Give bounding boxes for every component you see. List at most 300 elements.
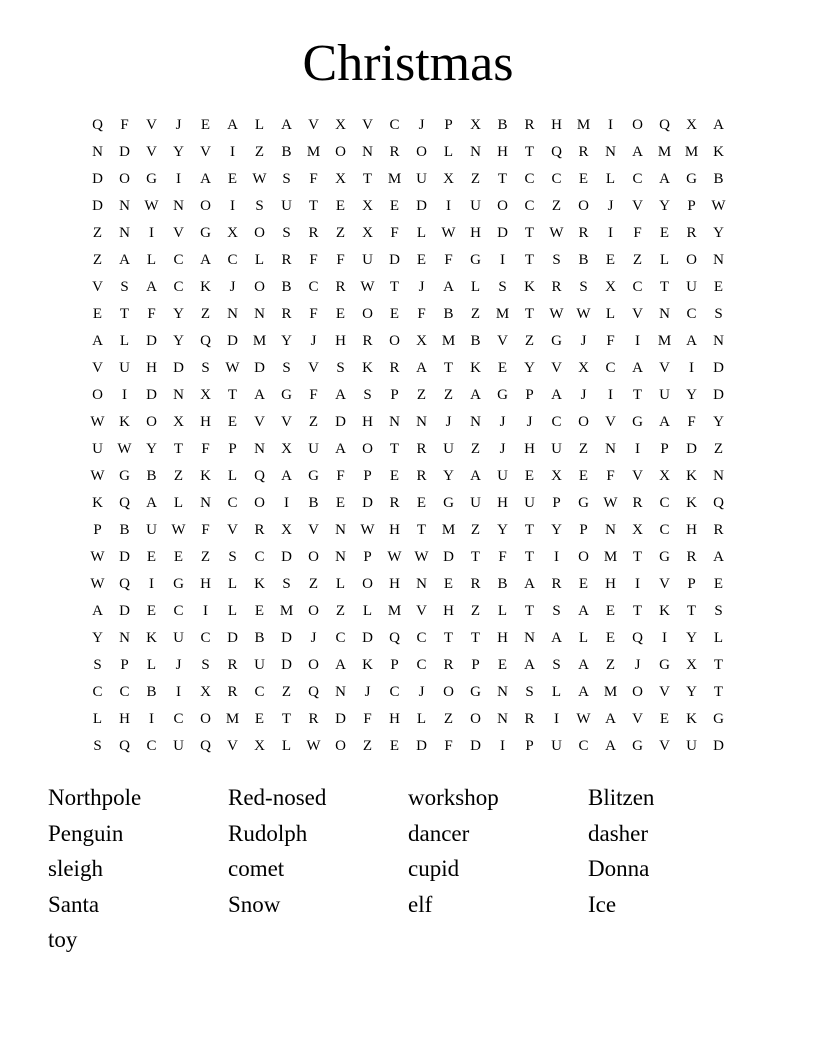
grid-letter: Q bbox=[119, 495, 130, 511]
grid-letter: Y bbox=[713, 225, 724, 241]
grid-letter: B bbox=[281, 279, 292, 295]
grid-letter: N bbox=[713, 252, 724, 268]
grid-letter: V bbox=[281, 414, 292, 430]
grid-letter: M bbox=[657, 144, 672, 160]
grid-row bbox=[84, 274, 732, 301]
grid-letter: B bbox=[713, 171, 724, 187]
grid-letter: Q bbox=[119, 576, 130, 592]
grid-letter: B bbox=[308, 495, 319, 511]
grid-row bbox=[84, 166, 732, 193]
grid-letter: N bbox=[335, 522, 346, 538]
grid-letter: I bbox=[500, 738, 505, 754]
grid-letter: I bbox=[635, 333, 640, 349]
word-list-item: workshop bbox=[408, 785, 499, 810]
grid-letter: L bbox=[119, 333, 130, 349]
grid-letter: J bbox=[418, 684, 425, 700]
grid-letter: H bbox=[497, 144, 508, 160]
grid-letter: F bbox=[363, 711, 372, 727]
grid-letter: T bbox=[524, 144, 535, 160]
grid-letter: D bbox=[146, 333, 157, 349]
grid-letter: K bbox=[524, 279, 535, 295]
grid-letter: Q bbox=[92, 117, 103, 133]
grid-letter: Q bbox=[632, 630, 643, 646]
grid-letter: H bbox=[362, 414, 373, 430]
grid-letter: I bbox=[554, 549, 559, 565]
grid-letter: E bbox=[524, 468, 535, 484]
grid-letter: R bbox=[281, 252, 292, 268]
grid-letter: I bbox=[176, 684, 181, 700]
grid-letter: O bbox=[335, 144, 346, 160]
word-list-item: Red-nosed bbox=[228, 785, 327, 810]
grid-letter: O bbox=[632, 684, 643, 700]
grid-letter: D bbox=[443, 549, 454, 565]
grid-letter: H bbox=[551, 117, 562, 133]
grid-letter: G bbox=[659, 657, 670, 673]
grid-letter: F bbox=[444, 252, 453, 268]
grid-letter: D bbox=[470, 738, 481, 754]
grid-letter: N bbox=[119, 198, 130, 214]
grid-letter: E bbox=[254, 603, 265, 619]
grid-letter: I bbox=[230, 144, 235, 160]
grid-letter: S bbox=[579, 279, 588, 295]
grid-letter: I bbox=[203, 603, 208, 619]
grid-letter: D bbox=[227, 333, 238, 349]
grid-letter: U bbox=[497, 468, 508, 484]
grid-letter: O bbox=[497, 198, 508, 214]
grid-letter: H bbox=[200, 414, 211, 430]
grid-letter: N bbox=[173, 387, 184, 403]
word-list bbox=[48, 780, 768, 958]
grid-letter: A bbox=[416, 360, 427, 376]
grid-letter: H bbox=[389, 711, 400, 727]
grid-letter: L bbox=[605, 306, 616, 322]
grid-letter: T bbox=[308, 198, 319, 214]
grid-letter: A bbox=[254, 387, 265, 403]
grid-letter: O bbox=[200, 198, 211, 214]
grid-letter: C bbox=[632, 171, 643, 187]
grid-letter: A bbox=[524, 576, 535, 592]
grid-letter: C bbox=[335, 630, 346, 646]
grid-letter: I bbox=[284, 495, 289, 511]
grid-letter: F bbox=[309, 306, 318, 322]
grid-row bbox=[84, 382, 732, 409]
grid-letter: O bbox=[308, 549, 319, 565]
grid-letter: D bbox=[713, 738, 724, 754]
grid-letter: R bbox=[524, 117, 535, 133]
grid-letter: O bbox=[254, 495, 265, 511]
grid-letter: N bbox=[362, 144, 373, 160]
grid-letter: I bbox=[554, 711, 559, 727]
grid-letter: E bbox=[92, 306, 103, 322]
grid-letter: N bbox=[524, 630, 535, 646]
grid-letter: V bbox=[605, 414, 616, 430]
grid-letter: D bbox=[362, 495, 373, 511]
grid-letter: U bbox=[659, 387, 670, 403]
grid-letter: E bbox=[497, 657, 508, 673]
grid-letter: Y bbox=[173, 306, 184, 322]
grid-letter: U bbox=[551, 441, 562, 457]
grid-letter: A bbox=[443, 279, 454, 295]
grid-letter: L bbox=[416, 711, 427, 727]
grid-letter: B bbox=[497, 576, 508, 592]
word-list-item: toy bbox=[48, 927, 78, 952]
grid-letter: C bbox=[416, 630, 427, 646]
word-list-item: Penguin bbox=[48, 820, 124, 846]
grid-letter: T bbox=[362, 171, 373, 187]
grid-letter: Y bbox=[686, 684, 697, 700]
grid-letter: T bbox=[632, 603, 643, 619]
grid-row bbox=[84, 193, 732, 220]
grid-letter: K bbox=[92, 495, 103, 511]
grid-letter: E bbox=[389, 468, 400, 484]
grid-letter: W bbox=[360, 279, 375, 295]
grid-letter: P bbox=[120, 657, 129, 673]
grid-row bbox=[84, 544, 732, 571]
grid-letter: E bbox=[146, 603, 157, 619]
grid-letter: C bbox=[605, 360, 616, 376]
grid-letter: J bbox=[229, 279, 236, 295]
word-search-grid bbox=[84, 112, 732, 760]
grid-letter: U bbox=[443, 441, 454, 457]
grid-letter: D bbox=[389, 252, 400, 268]
grid-letter: D bbox=[92, 171, 103, 187]
grid-letter: S bbox=[120, 279, 129, 295]
grid-letter: Z bbox=[470, 171, 481, 187]
grid-letter: Z bbox=[254, 144, 265, 160]
grid-letter: W bbox=[306, 738, 321, 754]
grid-letter: O bbox=[578, 414, 589, 430]
grid-letter: W bbox=[441, 225, 456, 241]
grid-letter: W bbox=[603, 495, 618, 511]
grid-letter: E bbox=[578, 576, 589, 592]
grid-letter: T bbox=[416, 522, 427, 538]
grid-letter: U bbox=[470, 495, 481, 511]
grid-letter: T bbox=[524, 549, 535, 565]
grid-letter: A bbox=[227, 117, 238, 133]
grid-letter: L bbox=[254, 117, 265, 133]
grid-letter: J bbox=[634, 657, 641, 673]
grid-letter: H bbox=[389, 576, 400, 592]
grid-letter: E bbox=[335, 306, 346, 322]
grid-letter: O bbox=[119, 171, 130, 187]
word-list-item: comet bbox=[228, 856, 285, 881]
grid-letter: D bbox=[713, 360, 724, 376]
grid-letter: Z bbox=[200, 306, 211, 322]
word-list-item: Ice bbox=[588, 891, 617, 917]
grid-letter: R bbox=[551, 279, 562, 295]
grid-letter: C bbox=[686, 306, 697, 322]
grid-letter: X bbox=[416, 333, 427, 349]
grid-letter: G bbox=[146, 171, 157, 187]
grid-letter: O bbox=[389, 333, 400, 349]
word-list-item: Rudolph bbox=[228, 820, 308, 846]
grid-letter: U bbox=[173, 630, 184, 646]
grid-letter: A bbox=[146, 495, 157, 511]
grid-letter: J bbox=[418, 279, 425, 295]
grid-letter: Y bbox=[686, 387, 697, 403]
grid-letter: H bbox=[443, 603, 454, 619]
grid-letter: P bbox=[525, 387, 534, 403]
grid-letter: P bbox=[525, 738, 534, 754]
grid-letter: M bbox=[603, 684, 618, 700]
grid-letter: C bbox=[416, 657, 427, 673]
grid-letter: W bbox=[576, 711, 591, 727]
grid-letter: E bbox=[416, 495, 427, 511]
grid-letter: S bbox=[93, 657, 102, 673]
grid-letter: U bbox=[524, 495, 535, 511]
grid-letter: L bbox=[146, 252, 157, 268]
grid-letter: I bbox=[149, 225, 154, 241]
grid-letter: Y bbox=[92, 630, 103, 646]
grid-letter: O bbox=[578, 198, 589, 214]
grid-letter: V bbox=[551, 360, 562, 376]
grid-letter: N bbox=[713, 468, 724, 484]
grid-letter: D bbox=[281, 657, 292, 673]
grid-letter: E bbox=[227, 171, 238, 187]
grid-letter: L bbox=[173, 495, 184, 511]
grid-letter: Z bbox=[416, 387, 427, 403]
grid-letter: W bbox=[117, 441, 132, 457]
grid-letter: O bbox=[335, 738, 346, 754]
grid-letter: W bbox=[711, 198, 726, 214]
grid-letter: P bbox=[390, 387, 399, 403]
grid-letter: C bbox=[254, 684, 265, 700]
grid-letter: P bbox=[579, 522, 588, 538]
word-list-item: Santa bbox=[48, 891, 100, 917]
grid-row bbox=[84, 355, 732, 382]
grid-letter: C bbox=[389, 684, 400, 700]
grid-letter: L bbox=[578, 630, 589, 646]
grid-letter: L bbox=[227, 468, 238, 484]
grid-letter: P bbox=[390, 657, 399, 673]
grid-letter: F bbox=[147, 306, 156, 322]
grid-letter: K bbox=[200, 279, 211, 295]
grid-row bbox=[84, 517, 732, 544]
grid-letter: H bbox=[470, 225, 481, 241]
grid-letter: O bbox=[443, 684, 454, 700]
grid-letter: C bbox=[200, 630, 211, 646]
grid-letter: O bbox=[146, 414, 157, 430]
grid-letter: R bbox=[254, 522, 265, 538]
grid-letter: F bbox=[633, 225, 642, 241]
grid-letter: V bbox=[308, 522, 319, 538]
grid-letter: Z bbox=[524, 333, 535, 349]
grid-letter: O bbox=[362, 306, 373, 322]
grid-letter: F bbox=[201, 522, 210, 538]
grid-letter: W bbox=[414, 549, 429, 565]
grid-letter: A bbox=[686, 333, 697, 349]
grid-letter: T bbox=[524, 306, 535, 322]
grid-letter: G bbox=[632, 414, 643, 430]
grid-letter: Y bbox=[173, 144, 184, 160]
grid-letter: X bbox=[173, 414, 184, 430]
grid-letter: Z bbox=[551, 198, 562, 214]
grid-letter: I bbox=[662, 630, 667, 646]
grid-letter: Z bbox=[335, 603, 346, 619]
grid-letter: V bbox=[416, 603, 427, 619]
grid-letter: N bbox=[470, 414, 481, 430]
grid-letter: N bbox=[119, 225, 130, 241]
grid-letter: C bbox=[524, 198, 535, 214]
grid-row bbox=[84, 409, 732, 436]
grid-letter: Z bbox=[308, 576, 319, 592]
grid-letter: F bbox=[498, 549, 507, 565]
grid-letter: T bbox=[227, 387, 238, 403]
grid-letter: O bbox=[308, 603, 319, 619]
grid-letter: T bbox=[281, 711, 292, 727]
grid-letter: Q bbox=[551, 144, 562, 160]
grid-letter: A bbox=[335, 387, 346, 403]
grid-letter: R bbox=[551, 576, 562, 592]
grid-letter: B bbox=[146, 684, 157, 700]
grid-letter: D bbox=[173, 360, 184, 376]
grid-letter: Y bbox=[713, 414, 724, 430]
grid-letter: R bbox=[416, 441, 427, 457]
grid-letter: R bbox=[389, 495, 400, 511]
grid-letter: L bbox=[605, 171, 616, 187]
grid-letter: I bbox=[149, 711, 154, 727]
grid-letter: V bbox=[659, 738, 670, 754]
grid-letter: S bbox=[552, 252, 561, 268]
grid-letter: I bbox=[230, 198, 235, 214]
grid-letter: E bbox=[443, 576, 454, 592]
grid-letter: K bbox=[470, 360, 481, 376]
grid-row bbox=[84, 328, 732, 355]
grid-letter: O bbox=[578, 549, 589, 565]
grid-letter: J bbox=[499, 414, 506, 430]
grid-letter: D bbox=[119, 549, 130, 565]
grid-letter: O bbox=[362, 441, 373, 457]
grid-letter: B bbox=[578, 252, 589, 268]
grid-letter: Z bbox=[281, 684, 292, 700]
grid-letter: B bbox=[497, 117, 508, 133]
grid-letter: Q bbox=[200, 333, 211, 349]
grid-letter: U bbox=[686, 738, 697, 754]
grid-letter: A bbox=[713, 549, 724, 565]
word-list-item: Donna bbox=[588, 856, 650, 881]
grid-letter: S bbox=[336, 360, 345, 376]
grid-row bbox=[84, 733, 732, 760]
grid-letter: T bbox=[119, 306, 130, 322]
grid-letter: R bbox=[335, 279, 346, 295]
grid-letter: E bbox=[713, 279, 724, 295]
grid-letter: L bbox=[713, 630, 724, 646]
grid-letter: R bbox=[578, 225, 589, 241]
grid-letter: Z bbox=[173, 468, 184, 484]
grid-letter: C bbox=[308, 279, 319, 295]
grid-letter: E bbox=[173, 549, 184, 565]
grid-letter: N bbox=[254, 306, 265, 322]
grid-letter: Z bbox=[470, 603, 481, 619]
grid-letter: T bbox=[524, 522, 535, 538]
grid-letter: T bbox=[470, 630, 481, 646]
word-list-item: elf bbox=[408, 891, 433, 917]
grid-letter: A bbox=[146, 279, 157, 295]
grid-letter: N bbox=[605, 144, 616, 160]
grid-letter: F bbox=[606, 333, 615, 349]
grid-letter: T bbox=[632, 549, 643, 565]
grid-letter: M bbox=[306, 144, 321, 160]
grid-letter: R bbox=[686, 225, 697, 241]
grid-letter: K bbox=[200, 468, 211, 484]
grid-letter: T bbox=[443, 360, 454, 376]
grid-letter: E bbox=[227, 414, 238, 430]
grid-letter: L bbox=[470, 279, 481, 295]
grid-letter: N bbox=[335, 549, 346, 565]
grid-letter: R bbox=[389, 360, 400, 376]
grid-letter: Z bbox=[470, 441, 481, 457]
grid-letter: Z bbox=[470, 306, 481, 322]
grid-letter: P bbox=[687, 576, 696, 592]
grid-letter: G bbox=[200, 225, 211, 241]
grid-letter: T bbox=[443, 630, 454, 646]
grid-letter: G bbox=[119, 468, 130, 484]
grid-letter: S bbox=[282, 171, 291, 187]
grid-letter: U bbox=[254, 657, 265, 673]
grid-letter: F bbox=[606, 468, 615, 484]
grid-letter: C bbox=[146, 738, 157, 754]
grid-letter: T bbox=[713, 657, 724, 673]
grid-row bbox=[84, 139, 732, 166]
grid-letter: Y bbox=[146, 441, 157, 457]
grid-letter: E bbox=[335, 495, 346, 511]
grid-letter: J bbox=[580, 333, 587, 349]
grid-letter: P bbox=[228, 441, 237, 457]
grid-letter: S bbox=[282, 360, 291, 376]
grid-letter: N bbox=[416, 576, 427, 592]
grid-letter: V bbox=[632, 468, 643, 484]
grid-letter: L bbox=[146, 657, 157, 673]
grid-letter: N bbox=[605, 441, 616, 457]
grid-letter: A bbox=[200, 171, 211, 187]
grid-letter: R bbox=[389, 144, 400, 160]
grid-letter: X bbox=[659, 468, 670, 484]
grid-letter: T bbox=[524, 225, 535, 241]
grid-letter: E bbox=[389, 738, 400, 754]
grid-letter: Z bbox=[632, 252, 643, 268]
grid-letter: M bbox=[657, 333, 672, 349]
grid-letter: M bbox=[387, 603, 402, 619]
grid-letter: S bbox=[552, 603, 561, 619]
grid-letter: W bbox=[549, 306, 564, 322]
grid-letter: O bbox=[200, 711, 211, 727]
grid-letter: M bbox=[576, 117, 591, 133]
grid-letter: A bbox=[578, 603, 589, 619]
word-list-item: cupid bbox=[408, 856, 460, 881]
grid-letter: V bbox=[227, 738, 238, 754]
grid-letter: X bbox=[605, 279, 616, 295]
grid-letter: I bbox=[149, 576, 154, 592]
grid-letter: A bbox=[200, 252, 211, 268]
grid-letter: O bbox=[254, 279, 265, 295]
grid-letter: P bbox=[93, 522, 102, 538]
grid-letter: V bbox=[173, 225, 184, 241]
grid-letter: T bbox=[713, 684, 724, 700]
grid-letter: G bbox=[686, 171, 697, 187]
grid-letter: E bbox=[254, 711, 265, 727]
grid-letter: S bbox=[255, 198, 264, 214]
grid-letter: A bbox=[659, 414, 670, 430]
word-list-item: sleigh bbox=[48, 856, 103, 881]
grid-letter: T bbox=[524, 603, 535, 619]
grid-letter: J bbox=[310, 630, 317, 646]
grid-letter: U bbox=[308, 441, 319, 457]
grid-letter: X bbox=[551, 468, 562, 484]
grid-letter: A bbox=[119, 252, 130, 268]
grid-letter: I bbox=[500, 252, 505, 268]
grid-letter: P bbox=[471, 657, 480, 673]
grid-letter: W bbox=[576, 306, 591, 322]
